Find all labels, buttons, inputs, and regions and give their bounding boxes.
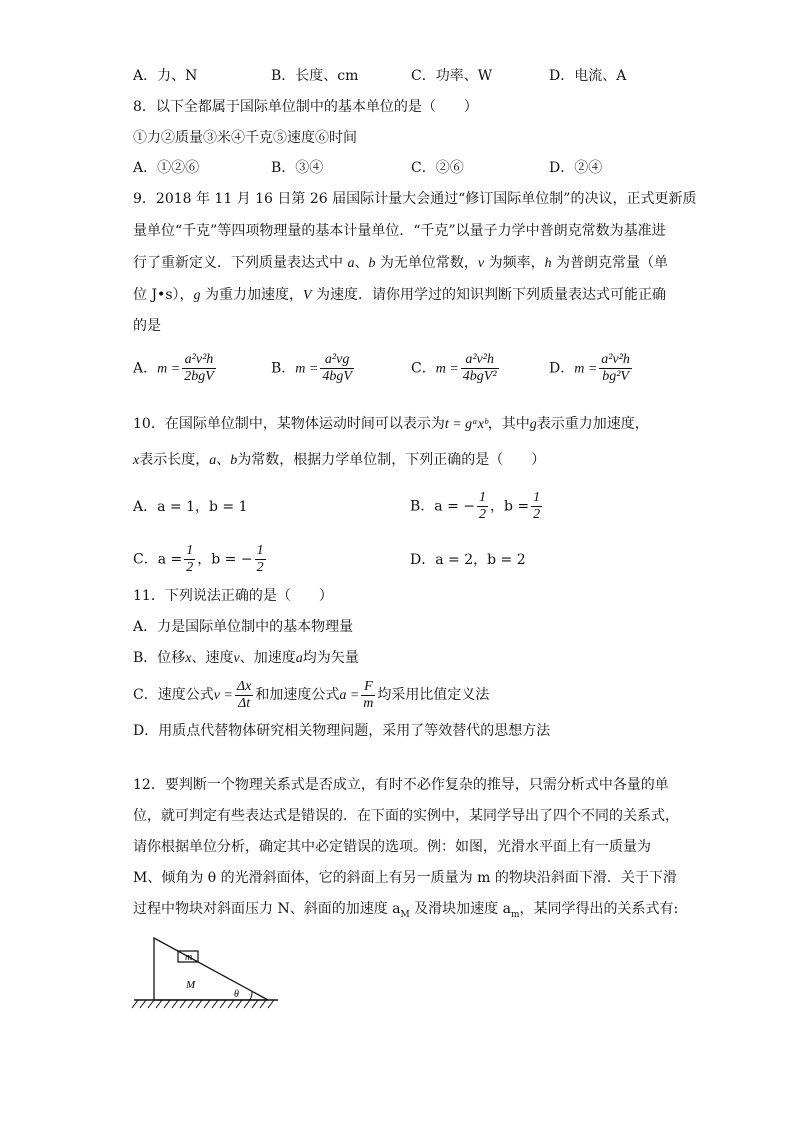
q9-c-fraction — [461, 352, 499, 385]
q9-a-den: 2bgV — [184, 369, 214, 384]
q9-l3e: 为无单位常数， — [375, 255, 478, 271]
q11-b7: 均为矢量 — [302, 650, 359, 666]
q11-stem: 11．下列说法正确的是（ ） — [133, 588, 333, 604]
q10-b-frac2 — [531, 490, 542, 523]
q10-l2d: 、 — [216, 452, 231, 468]
q10-c-mid: ，b = − — [197, 551, 253, 568]
q10-c-frac2-den: 2 — [256, 560, 264, 575]
q10-c-frac1-num: 1 — [186, 543, 194, 558]
q9-b-label: B． — [271, 360, 296, 377]
q11-option-d: D．用质点代替物体研究相关物理问题，采用了等效替代的思想方法 — [133, 723, 551, 739]
q11-c4: 和加速度公式 — [255, 687, 340, 703]
q12-line-4: M、倾角为 θ 的光滑斜面体，它的斜面上有另一质量为 m 的物块沿斜面下滑．关于下滑 — [133, 870, 677, 886]
q9-b-den: 4bgV — [322, 369, 352, 384]
q7-option-d: D．电流、A — [549, 68, 627, 84]
q11-option-c — [133, 678, 489, 713]
incline-figure — [128, 930, 288, 1015]
q10-var-b: b — [230, 453, 238, 468]
q9-a-lhs: m = — [157, 361, 181, 377]
q9-c-den: 4bgV² — [462, 369, 497, 384]
q12-sub-M: M — [400, 909, 410, 920]
q9-line-4 — [133, 285, 666, 306]
q9-c-lhs: m = — [435, 361, 459, 377]
q10-line-1 — [133, 414, 649, 435]
angle-arc — [250, 991, 252, 1000]
q11-velocity-fraction — [235, 679, 253, 712]
q8-items: ①力②质量③米④千克⑤速度⑥时间 — [133, 130, 357, 146]
label-m: m — [185, 952, 193, 963]
q11-c2: v = — [213, 688, 233, 703]
q9-b-num: a²νg — [320, 352, 354, 369]
q9-l4c: 为重力加速度， — [200, 287, 303, 303]
q11-c5: a = — [339, 688, 360, 703]
q12-line-1: 12．要判断一个物理关系式是否成立，有时不必作复杂的推导，只需分析式中各量的单 — [133, 777, 669, 793]
q9-var-nu: ν — [477, 256, 485, 271]
q10-l1c: 表示重力加速度， — [536, 416, 649, 432]
q10-b-mid: ，b = — [490, 498, 530, 515]
q11-option-b — [133, 648, 359, 669]
q10-b-frac1-den: 2 — [479, 507, 486, 522]
q9-a-num: a²ν²h — [182, 352, 216, 369]
label-M: M — [186, 979, 196, 991]
q9-var-g: g — [193, 288, 201, 303]
q9-c-label: C． — [411, 360, 436, 377]
q8-option-d: D．②④ — [549, 160, 603, 176]
q12-l5c: ，某同学得出的关系式有: — [519, 901, 679, 917]
q10-l1a: 10．在国际单位制中，某物体运动时间可以表示为 — [133, 416, 445, 432]
q8-option-a: A．①②⑥ — [133, 160, 200, 176]
q10-var-a: a — [209, 453, 217, 468]
q9-l3g: 为频率， — [484, 255, 545, 271]
q12-line-5 — [133, 899, 678, 925]
q9-b-fraction — [320, 352, 354, 385]
q9-a-fraction — [182, 352, 216, 385]
q9-l3c: 、 — [354, 255, 369, 271]
q9-option-c — [411, 352, 501, 385]
q9-option-b — [271, 352, 356, 385]
q10-var-g: g — [529, 417, 537, 432]
q9-var-b: b — [368, 256, 376, 271]
q10-c-label: C．a = — [133, 551, 183, 568]
q11-c6-num: F — [361, 679, 375, 696]
q9-d-lhs: m = — [574, 361, 598, 377]
q10-line-2 — [133, 450, 545, 471]
q12-l5b: 及滑块加速度 a — [409, 901, 511, 917]
q9-d-den: bg²V — [602, 369, 629, 384]
q11-c6-den: m — [363, 695, 374, 711]
q10-c-frac1 — [184, 543, 195, 576]
q9-d-fraction — [599, 352, 632, 385]
q10-option-d: D．a = 2，b = 2 — [410, 552, 526, 568]
incline-wedge — [154, 938, 268, 1000]
q10-b-frac1-num: 1 — [479, 490, 486, 505]
q10-b-frac2-num: 1 — [533, 490, 541, 505]
label-theta: θ — [234, 989, 239, 1000]
q10-l2f: 为常数，根据力学单位制，下列正确的是（ ） — [237, 452, 546, 468]
q10-option-c — [133, 543, 268, 576]
q9-line-2: 量单位“千克”等四项物理量的基本计量单位．“千克”以量子力学中普朗克常数为基准进 — [133, 223, 666, 239]
q11-var-a: a — [295, 651, 303, 666]
q11-b1: B．位移 — [133, 650, 186, 666]
q9-var-v: V — [302, 288, 312, 303]
q10-c-frac1-den: 2 — [186, 560, 194, 575]
q10-formula: t = gᵃxᵇ — [444, 417, 488, 432]
q11-option-a: A．力是国际单位制中的基本物理量 — [133, 619, 354, 635]
q12-sub-m: m — [510, 909, 520, 920]
q9-l4e: 为速度．请你用学过的知识判断下列质量表达式可能正确 — [311, 287, 666, 303]
q7-option-a: A．力、N — [133, 68, 198, 84]
q9-d-label: D． — [549, 360, 575, 377]
q12-line-2: 位，就可判定有些表达式是错误的．在下面的实例中，某同学导出了四个不同的关系式， — [133, 808, 679, 824]
q9-c-num: a²ν²h — [461, 352, 499, 369]
q12-line-3: 请你根据单位分析，确定其中必定错误的选项。例：如图，光滑水平面上有一质量为 — [133, 839, 651, 855]
q7-option-b: B．长度、cm — [271, 68, 359, 84]
q10-c-frac2 — [255, 543, 266, 576]
q8-option-c: C．②⑥ — [411, 160, 464, 176]
q8-stem: 8．以下全都属于国际单位制中的基本单位的是（ ） — [133, 99, 478, 115]
q9-a-label: A． — [133, 360, 158, 377]
q11-c7: 均采用比值定义法 — [377, 687, 490, 703]
ground-hatching — [132, 1000, 274, 1008]
q10-b-label: B．a = − — [410, 498, 475, 515]
q9-l3a: 行了重新定义．下列质量表达式中 — [133, 255, 348, 271]
q9-var-a: a — [347, 256, 355, 271]
q10-option-b — [410, 490, 544, 523]
q10-c-frac2-num: 1 — [256, 543, 264, 558]
q10-l1b: ，其中 — [487, 416, 530, 432]
q9-line-3 — [133, 253, 668, 274]
q8-option-b: B．③④ — [271, 160, 324, 176]
q9-option-a — [133, 352, 218, 385]
q9-l3i: 为普朗克常量（单 — [551, 255, 669, 271]
q11-b3: 、速度 — [191, 650, 234, 666]
q11-var-v: v — [233, 651, 240, 666]
q7-option-c: C．功率、W — [411, 68, 493, 84]
q10-var-x: x — [133, 453, 140, 468]
q11-c3-num: Δx — [236, 678, 252, 694]
q9-line-1: 9．2018 年 11 月 16 日第 26 届国际计量大会通过“修订国际单位制”的决议，正式更新质 — [133, 191, 697, 207]
q11-c1: C．速度公式 — [133, 687, 214, 703]
q10-l2b: 表示长度， — [139, 452, 210, 468]
q9-option-d — [549, 352, 634, 385]
q10-b-frac2-den: 2 — [533, 507, 541, 522]
q10-b-frac1 — [477, 490, 488, 523]
q11-b5: 、加速度 — [239, 650, 296, 666]
q9-b-lhs: m = — [295, 361, 319, 377]
q11-accel-fraction — [361, 679, 375, 712]
q9-line-5: 的是 — [133, 318, 161, 334]
q12-l5a: 过程中物块对斜面压力 N、斜面的加速度 a — [133, 901, 401, 917]
q9-var-h: h — [544, 256, 552, 271]
q11-var-x: x — [185, 651, 192, 666]
q11-c3-den: Δt — [238, 695, 251, 711]
q9-l4a: 位 J•s）， — [133, 287, 194, 303]
q9-d-num: a²ν²h — [601, 352, 630, 367]
q10-option-a: A．a = 1，b = 1 — [133, 499, 248, 515]
